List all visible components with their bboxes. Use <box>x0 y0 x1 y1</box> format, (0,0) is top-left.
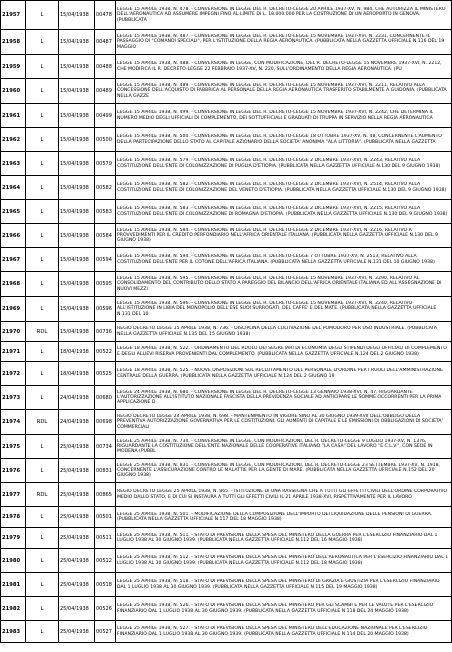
table-row <box>1 297 452 322</box>
record-date: 15/04/1938 <box>59 79 95 104</box>
record-type: L <box>26 152 59 176</box>
record-date: 25/04/1938 <box>59 459 95 483</box>
record-description <box>116 528 452 549</box>
record-code: 00487 <box>95 30 116 55</box>
record-type: L <box>26 435 59 459</box>
record-number: 21974 <box>1 410 26 435</box>
record-type: L <box>26 362 59 386</box>
record-date: 15/04/1938 <box>59 200 95 224</box>
record-code: 00680 <box>95 386 116 410</box>
record-type: RDL <box>26 410 59 435</box>
record-description <box>116 128 452 152</box>
record-date: 15/04/1938 <box>59 224 95 248</box>
table-row <box>1 410 452 435</box>
record-date: 15/04/1938 <box>59 128 95 152</box>
record-description-text: LEGGE 15 APRILE 1938, N. 584. - CONVERSIONE IN LEGGE DEL R. DECRETO-LEGGE 2 DICEMBRE 1937-XVI, N. 2216, RELATIVO A PROVVEDIMENTI PER IL CREDITO PERFONDIARIO NELL'AFRICA ORIENTALE ITALIANA. (PUBBLICATA NELLA GAZZETTA UFFICIALE N.130 DEL 9 GIUGNO 1938) <box>117 227 438 244</box>
record-description-text: LEGGE 25 APRILE 1938, N. 518. - STATO DI PREVISIONE DELLA SPESA DEL MINISTERO DI GRAZIA E GIUSTIZIA PER L'ESERCIZIO FINANZIARIO DAL 1 LUGLIO 1938 AL 30 GIUGNO 1939. (PUBBLICATA NELLA GAZZETTA UFFICIALE N.115 DEL 19 MAGGIO 1938) <box>117 579 440 590</box>
record-description-text: LEGGE 15 APRILE 1938, N. 583. - CONVERSIONE IN LEGGE DEL R. DECRETO-LEGGE 2 DICEMBRE 1937-XVI, N. 2215, RELATIVO ALLA COSTITUZIONE DELL'ENTE DI COLONIZZAZIONE DI ROMAGNA D'ETIOPIA. (PUBBLICATA NELLA GAZZETTA UFFICIALE N.130 DEL 9 GIUGNO 1938) <box>117 206 448 217</box>
record-description-text: REGIO DECRETO LEGGE 15 APRILE 1938, N. 736. - DISCIPLINA DELLA COLTIVAZIONE DEL POMODORO PER USO INDUSTRIALE. (PUBBLICATA NELLA GAZZETTA UFFICIALE N.135 DEL 15 GIUGNO 1938) <box>117 326 438 337</box>
record-number: 21963 <box>1 152 26 176</box>
record-date: 15/04/1938 <box>59 1 95 30</box>
record-date: 25/04/1938 <box>59 597 95 621</box>
table-row <box>1 459 452 483</box>
record-description-text: LEGGE 18 APRILE 1938, N. 522. - ORDINAMENTO DEL RUOLO DEI SEGRETARI DI ECONOMIA DEGLI STIPENDI DEGLI UFFICIALI DI COMPLEMENTO E DEGLI ALLIEVI RISERVA PROVENIENTI DAL COMPLEMENTO. (PUBBLICATA NELLA GAZZETTA UFFICIALE N.124 DEL 2 GIUGNO 1938) <box>117 346 447 357</box>
record-description-text: LEGGE 15 APRILE 1938, N. 595. - CONVERSIONE IN LEGGE DEL R. DECRETO-LEGGE 15 NOVEMBRE 1937-XVI, N. 2290, RELATIVO AL CONSOLIDAMENTO DEL CONTRIBUTO DELLO STATO A PAREGGIO DEL BILANCIO DELL'AFRICA ORIENTALE ITALIANA ED ALL'ASSEGNAZIONE DI NUOVI MEZZI <box>117 276 442 292</box>
record-date: 25/04/1938 <box>59 507 95 528</box>
record-description-text: LEGGE 25 APRILE 1938, N. 511. - STATO DI PREVISIONE DELLA SPESA DEL MINISTERO DELLA GUERRA PER L'ESERCIZIO FINANZIARIO DAL 1 LUGLIO 1938 AL 30 GIUGNO 1939. (PUBBLICATA NELLA GAZZETTA UFFICIALE N.112 DEL 16 MAGGIO 1938) <box>117 532 438 543</box>
record-description <box>116 549 452 573</box>
record-date: 25/04/1938 <box>59 621 95 643</box>
table-row <box>1 152 452 176</box>
record-description-text: REGIO DECRETO LEGGE 24 APRILE 1938, N. 698. - MANTENIMENTO IN VIGORE SINO AL 30 GIUGNO 1939-XVII DELL'OBBLIGO DELLA PREVENTIVA AUTORIZZAZIONE GOVERNATIVA PER LE COSTITUZIONI, GLI AUMENTI DI CAPITALE E LE EMISSIONI DI OBBLIGAZIONI DI SOCIETA' COMMERCIALI <box>117 414 443 430</box>
record-number: 21961 <box>1 104 26 128</box>
record-number: 21982 <box>1 597 26 621</box>
record-date: 25/04/1938 <box>59 549 95 573</box>
record-code: 00865 <box>95 483 116 507</box>
record-date: 15/04/1938 <box>59 104 95 128</box>
record-type: L <box>26 386 59 410</box>
record-number: 21981 <box>1 573 26 597</box>
record-type: L <box>26 248 59 272</box>
record-type: L <box>26 459 59 483</box>
record-description-text: LEGGE 25 APRILE 1938, N. 526. - STATO DI PREVISIONE DELLA SPESA DEL MINISTERO PER GLI SCAMBI E PER LE VALUTE PER L'ESERCIZIO FINANZIARIO DAL 1 LUGLIO 1938 AL 30 GIUGNO 1939. (PUBBLICATA NELLA GAZZETTA UFFICIALE N.118 DEL 24 MAGGIO 1938) <box>117 603 434 614</box>
record-number: 21978 <box>1 507 26 528</box>
record-type: L <box>26 528 59 549</box>
record-type: L <box>26 55 59 79</box>
record-number: 21972 <box>1 362 26 386</box>
record-number: 21959 <box>1 55 26 79</box>
record-description <box>116 104 452 128</box>
record-description-text: LEGGE 15 APRILE 1938, N. 489. - CONVERSIONE IN LEGGE DEL R. DECRETO-LEGGE 15 NOVEMBRE 1937-XVI, N. 2211, RELATIVO ALLA CONCESSIONE DELL'ACQUISTO DI FABBRICA AL PERSONALE DELLA REGIA AERONAUTICA TRASFERITO STABILMENTE A GUIDONIA. (PUBBLICATA NELLA GAZZE <box>117 83 447 99</box>
record-date: 15/04/1938 <box>59 322 95 342</box>
record-code: 00595 <box>95 272 116 297</box>
table-row <box>1 248 452 272</box>
record-type: L <box>26 597 59 621</box>
record-description-text: LEGGE 24 APRILE 1938, N. 680. - CONVERSIONE IN LEGGE DEL R. DECRETO-LEGGE 13 GENNAIO 1938-XVI, N. 47, RIGUARDANTE L'AUTORIZZAZIONE ALL'ISTITUTO NAZIONALE FASCISTA DELLA PREVIDENZA SOCIALE AD ANTICIPARE LE SOMME OCCORRENTI PER LA PRIMA APPLICAZIONE D <box>117 389 442 406</box>
table-row <box>1 528 452 549</box>
record-description <box>116 621 452 643</box>
record-type: RDL <box>26 483 59 507</box>
record-description <box>116 224 452 248</box>
record-number: 21962 <box>1 128 26 152</box>
record-description-text: LEGGE 25 APRILE 1938, N. 501. - MODIFICAZIONE DELLA COMPOSIZIONE DELL'IMPORTO DEI LIQUIDAZIONE DELLE PENSIONI DI GUERRA. (PUBBLICATA NELLA GAZZETTA UFFICIALE N.117 DEL 18 MAGGIO 1938) <box>117 511 433 522</box>
record-description-text: LEGGE 15 APRILE 1938, N. 579. - CONVERSIONE IN LEGGE DEL R. DECRETO-LEGGE 2 DICEMBRE 1937-XVI, N. 2243, RELATIVO ALLA COSTITUZIONE DELL'ENTE DI COLONIZZAZIONE DI PUGLIA D'ETIOPIA. (PUBBLICATA NELLA GAZZETTA UFFICIALE N.130 DEL 9 GIUGNO 1938) <box>117 158 441 169</box>
record-date: 15/04/1938 <box>59 272 95 297</box>
table-row <box>1 224 452 248</box>
record-date: 15/04/1938 <box>59 176 95 200</box>
record-code: 00579 <box>95 152 116 176</box>
record-type: L <box>26 573 59 597</box>
record-number: 21960 <box>1 79 26 104</box>
record-date: 25/04/1938 <box>59 435 95 459</box>
record-number: 21971 <box>1 342 26 362</box>
record-description <box>116 342 452 362</box>
record-description-text: LEGGE 15 APRILE 1938, N. 582. - CONVERSIONE IN LEGGE DEL R. DECRETO-LEGGE 2 DICEMBRE 1937-XVI, N. 2514, RELATIVO ALLA COSTITUZIONE DELL'ENTE DI COLONIZZAZIONE DEL VENETO D'ETIOPIA. (PUBBLICATA NELLA GAZZETTA UFFICIALE N.130 DEL 9 GIUGNO 1938) <box>117 182 447 193</box>
record-description-text: LEGGE 25 APRILE 1938, N. 527. - STATO DI PREVISIONE DELLA SPESA DEL MINISTERO DELL'EDUCAZIONE NAZIONALE PER L'ESERCIZIO FINANZIARIO DAL 1 LUGLIO 1938 AL 30 GIUGNO 1939. (PUBBLICATA NELLA GAZZETTA UFFICIALE N.114 DEL 20 MAGGIO 1938) <box>117 626 428 637</box>
table-row <box>1 342 452 362</box>
record-description <box>116 483 452 507</box>
record-number: 21979 <box>1 528 26 549</box>
record-code: 00596 <box>95 297 116 322</box>
record-type: L <box>26 549 59 573</box>
record-date: 25/04/1938 <box>59 483 95 507</box>
record-code: 00526 <box>95 597 116 621</box>
record-date: 15/04/1938 <box>59 248 95 272</box>
record-type: L <box>26 224 59 248</box>
record-code: 00501 <box>95 507 116 528</box>
record-description <box>116 176 452 200</box>
record-date: 15/04/1938 <box>59 152 95 176</box>
record-number: 21966 <box>1 224 26 248</box>
record-description <box>116 435 452 459</box>
record-number: 21983 <box>1 621 26 643</box>
table-row <box>1 597 452 621</box>
record-number: 21967 <box>1 248 26 272</box>
table-row <box>1 507 452 528</box>
record-description <box>116 573 452 597</box>
record-number: 21965 <box>1 200 26 224</box>
record-number: 21970 <box>1 322 26 342</box>
record-description-text: LEGGE 15 APRILE 1938, N. 487. - CONVERSIONE IN LEGGE DEL R. DECRETO-LEGGE 15 NOVEMBRE 1937-XVI, N. 2231, CONCERNENTE IL PASSAGGIO DI "COMANDI SPECIALI", PER L'ISTITUZIONE DELLA REGIA AERONAUTICA. (PUBBLICATA NELLA GAZZETTA UFFICIALE N.116 DEL 19 MAGGIO <box>117 34 445 50</box>
record-code: 00594 <box>95 248 116 272</box>
record-type: L <box>26 79 59 104</box>
record-code: 00525 <box>95 362 116 386</box>
record-date: 25/04/1938 <box>59 573 95 597</box>
record-number: 21969 <box>1 297 26 322</box>
record-type: L <box>26 507 59 528</box>
record-date: 24/04/1938 <box>59 410 95 435</box>
record-number: 21975 <box>1 435 26 459</box>
record-description <box>116 248 452 272</box>
record-code: 00478 <box>95 1 116 30</box>
record-description <box>116 362 452 386</box>
record-code: 00518 <box>95 573 116 597</box>
record-date: 15/04/1938 <box>59 30 95 55</box>
record-description <box>116 597 452 621</box>
record-code: 00831 <box>95 459 116 483</box>
record-description <box>116 410 452 435</box>
table-row <box>1 272 452 297</box>
record-description <box>116 297 452 322</box>
record-description-text: REGIO DECRETO LEGGE 25 APRILE 1938, N. 865. - ISTITUZIONE DI UNA RASSEGNA CHE A TUTTI GLI EFFETTI CIVILI DELL'ORDINE CORPORATIVO MEDIO DALLO STATO, E DI CUI SI INSTAURA A TUTTI GLI EFFETTI CIVILI IL 21 APRILE 1938-XVI, RISPETTIVAMENTE PER IL LAVORO <box>117 489 448 500</box>
table-row <box>1 79 452 104</box>
table-row <box>1 55 452 79</box>
table-row <box>1 362 452 386</box>
table-row <box>1 435 452 459</box>
record-date: 18/04/1938 <box>59 342 95 362</box>
record-description <box>116 79 452 104</box>
record-code: 00512 <box>95 549 116 573</box>
record-code: 00500 <box>95 128 116 152</box>
record-type: L <box>26 176 59 200</box>
record-code: 00736 <box>95 322 116 342</box>
record-code: 00584 <box>95 224 116 248</box>
table-row <box>1 30 452 55</box>
record-description <box>116 507 452 528</box>
table-row <box>1 176 452 200</box>
record-date: 24/04/1938 <box>59 386 95 410</box>
record-number: 21958 <box>1 30 26 55</box>
record-description <box>116 152 452 176</box>
record-number: 21968 <box>1 272 26 297</box>
laws-table-body <box>1 1 452 643</box>
record-number: 21980 <box>1 549 26 573</box>
record-date: 25/04/1938 <box>59 528 95 549</box>
record-description-text: LEGGE 15 APRILE 1938, N. 500. - CONVERSIONE IN LEGGE DEL R. DECRETO-LEGGE 18 OTTOBRE 1937-XV, N. 48, CONCERNENTE L'AUMENTO DELLA PARTECIPAZIONE DELLO STATO AL CAPITALE AZIONARIO DELLA SOCIETA' ANONIMA "ALA LITTORIA". (PUBBLICATA NELLA GAZZETTA <box>117 134 442 145</box>
record-type: L <box>26 200 59 224</box>
record-description-text: LEGGE 15 APRILE 1938, N. 594. - CONVERSIONE IN LEGGE DEL R. DECRETO-LEGGE 7 OTTOBRE 1937-XV, N. 2513, RELATIVO ALLA COSTITUZIONE DELL'ENTE PER IL COTONE DELL'AFRICA ITALIANA. (PUBBLICATA NELLA GAZZETTA UFFICIALE N.131 DEL 10 GIUGNO 1938) <box>117 254 435 265</box>
record-description <box>116 55 452 79</box>
table-row <box>1 1 452 30</box>
record-description-text: LEGGE 15 APRILE 1938, N. 488. - CONVERSIONE IN LEGGE, CON MODIFICAZIONE, DEL R. DECRETO-LEGGE 15 NOVEMBRE 1937-XVI, N. 2212, CHE MODIFICA IL R. DECRETO-LEGGE 22 FEBBRAIO 1937-XV, N. 220, SULL'ORDINAMENTO DELLA REGIA AERONAUTICA. (PU <box>117 61 442 72</box>
record-description-text: LEGGE 15 APRILE 1938, N. 596. - CONVERSIONE IN LEGGE DEL R. DECRETO-LEGGE 15 NOVEMBRE 1937-XVI, N. 2240, RELATIVO ALL'ISTITUZIONE IN LIBIA DEL MONOPOLIO DELL'ESE SUOI SURROGATI, DEL CAFFE' E DEL MATE. (PUBBLICATA NELLA GAZZETTA UFFICIALE N.131 DEL 10 <box>117 301 437 317</box>
table-row <box>1 573 452 597</box>
record-number: 21957 <box>1 1 26 30</box>
record-code: 00583 <box>95 200 116 224</box>
record-code: 00511 <box>95 528 116 549</box>
record-type: L <box>26 1 59 30</box>
record-type: L <box>26 104 59 128</box>
record-date: 15/04/1938 <box>59 55 95 79</box>
record-type: L <box>26 30 59 55</box>
record-description <box>116 386 452 410</box>
record-number: 21973 <box>1 386 26 410</box>
record-description-text: LEGGE 15 APRILE 1938, N. 499. - CONVERSIONE IN LEGGE DEL R. DECRETO-LEGGE 15 NOVEMBRE 1937-XVI, N. 2242, CHE DETERMINA IL NUMERO MEDIO DEGLI UFFICIALI DI COMPLEMENTO, DEI SOTTUFFICIALI E GRADUATI DI TRUPPA IN SERVIZIO NELLA REGIA AERONAUTICA <box>117 110 434 121</box>
table-row <box>1 483 452 507</box>
record-code: 00698 <box>95 410 116 435</box>
table-row <box>1 322 452 342</box>
record-description <box>116 30 452 55</box>
record-code: 00734 <box>95 435 116 459</box>
record-description <box>116 272 452 297</box>
record-description <box>116 322 452 342</box>
record-description <box>116 200 452 224</box>
table-row <box>1 386 452 410</box>
record-code: 00582 <box>95 176 116 200</box>
record-description <box>116 459 452 483</box>
table-row <box>1 549 452 573</box>
record-type: L <box>26 272 59 297</box>
record-code: 00488 <box>95 55 116 79</box>
record-date: 15/04/1938 <box>59 297 95 322</box>
record-date: 18/04/1938 <box>59 362 95 386</box>
table-row <box>1 128 452 152</box>
table-row <box>1 621 452 643</box>
table-row <box>1 104 452 128</box>
record-type: RDL <box>26 322 59 342</box>
record-type: L <box>26 621 59 643</box>
record-type: L <box>26 297 59 322</box>
record-description-text: LEGGE 25 APRILE 1938, N. 512. - STATO DI PREVISIONE DELLA SPESA DEL MINISTERO DELL'AERONAUTICA PER L'ESERCIZIO FINANZIARIO DAL 1 LUGLIO 1938 AL 30 GIUGNO 1939. (PUBBLICATA NELLA GAZZETTA UFFICIALE N.112 DEL 18 MAGGIO 1938) <box>117 555 449 566</box>
record-description-text: LEGGE 25 APRILE 1938, N. 734. - CONVERSIONE IN LEGGE, CON MODIFICAZIONI, DEL R. DECRETO-LEGGE 9 LUGLIO 1937-XV, N. 1376, RIGUARDANTE LA COSTITUZIONE DELL'ENTE NAZIONALE DELLE COOPERATIVE ITALIANO "LA CASA" DEL LAVORO "E.C.L.V.", CON SEDE IN MODENA (PUBBL <box>117 438 433 455</box>
record-description <box>116 1 452 30</box>
record-number: 21976 <box>1 459 26 483</box>
record-type: L <box>26 342 59 362</box>
record-code: 00522 <box>95 342 116 362</box>
record-code: 00527 <box>95 621 116 643</box>
record-description-text: LEGGE 18 APRILE 1938, N. 525. - NUOVE DISPOSIZIONI SUL RECLUTAMENTO DEL PERSONALE D'ORDINE PER I RUOLI DELL'AMMINISTRAZIONE CENTRALE DELLA GUERRA. (PUBBLICATA NELLA GAZZETTA UFFICIALE N.124 DEL 2 GIUGNO 19 <box>117 368 443 379</box>
record-code: 00489 <box>95 79 116 104</box>
table-row <box>1 200 452 224</box>
record-description-text: LEGGE 25 APRILE 1938, N. 831. - CONVERSIONE IN LEGGE, CON MODIFICAZIONI, DEL R. DECRETO-LEGGE 23 SETTEMBRE 1937-XV, N. 1918, CONCERNENTE L'ASSICURAZIONE CONTRO LE MALATTIE PER LA GENTE DI MARE. (PUBBLICATA NELLA GAZZETTA UFFICIALE N.152 DEL 20 GIUGNO 1938) <box>117 462 440 479</box>
record-code: 00499 <box>95 104 116 128</box>
record-description-text: LEGGE 15 APRILE 1938, N. 478. - CONVERSIONE IN LEGGE DEL R. DECRETO-LEGGE 20 APRILE 1937-XV, N. 984, CHE AUTORIZZA IL MINISTERO DELL'AERONAUTICA AD ASSUMERE IMPEGNI FINO AL LIMITE DI L. 18.000.000 PER LA COSTRUZIONE DI UN AEROPORTO IN GENOVA. (PUBBLICATA <box>117 7 446 23</box>
record-number: 21977 <box>1 483 26 507</box>
record-number: 21964 <box>1 176 26 200</box>
record-type: L <box>26 128 59 152</box>
